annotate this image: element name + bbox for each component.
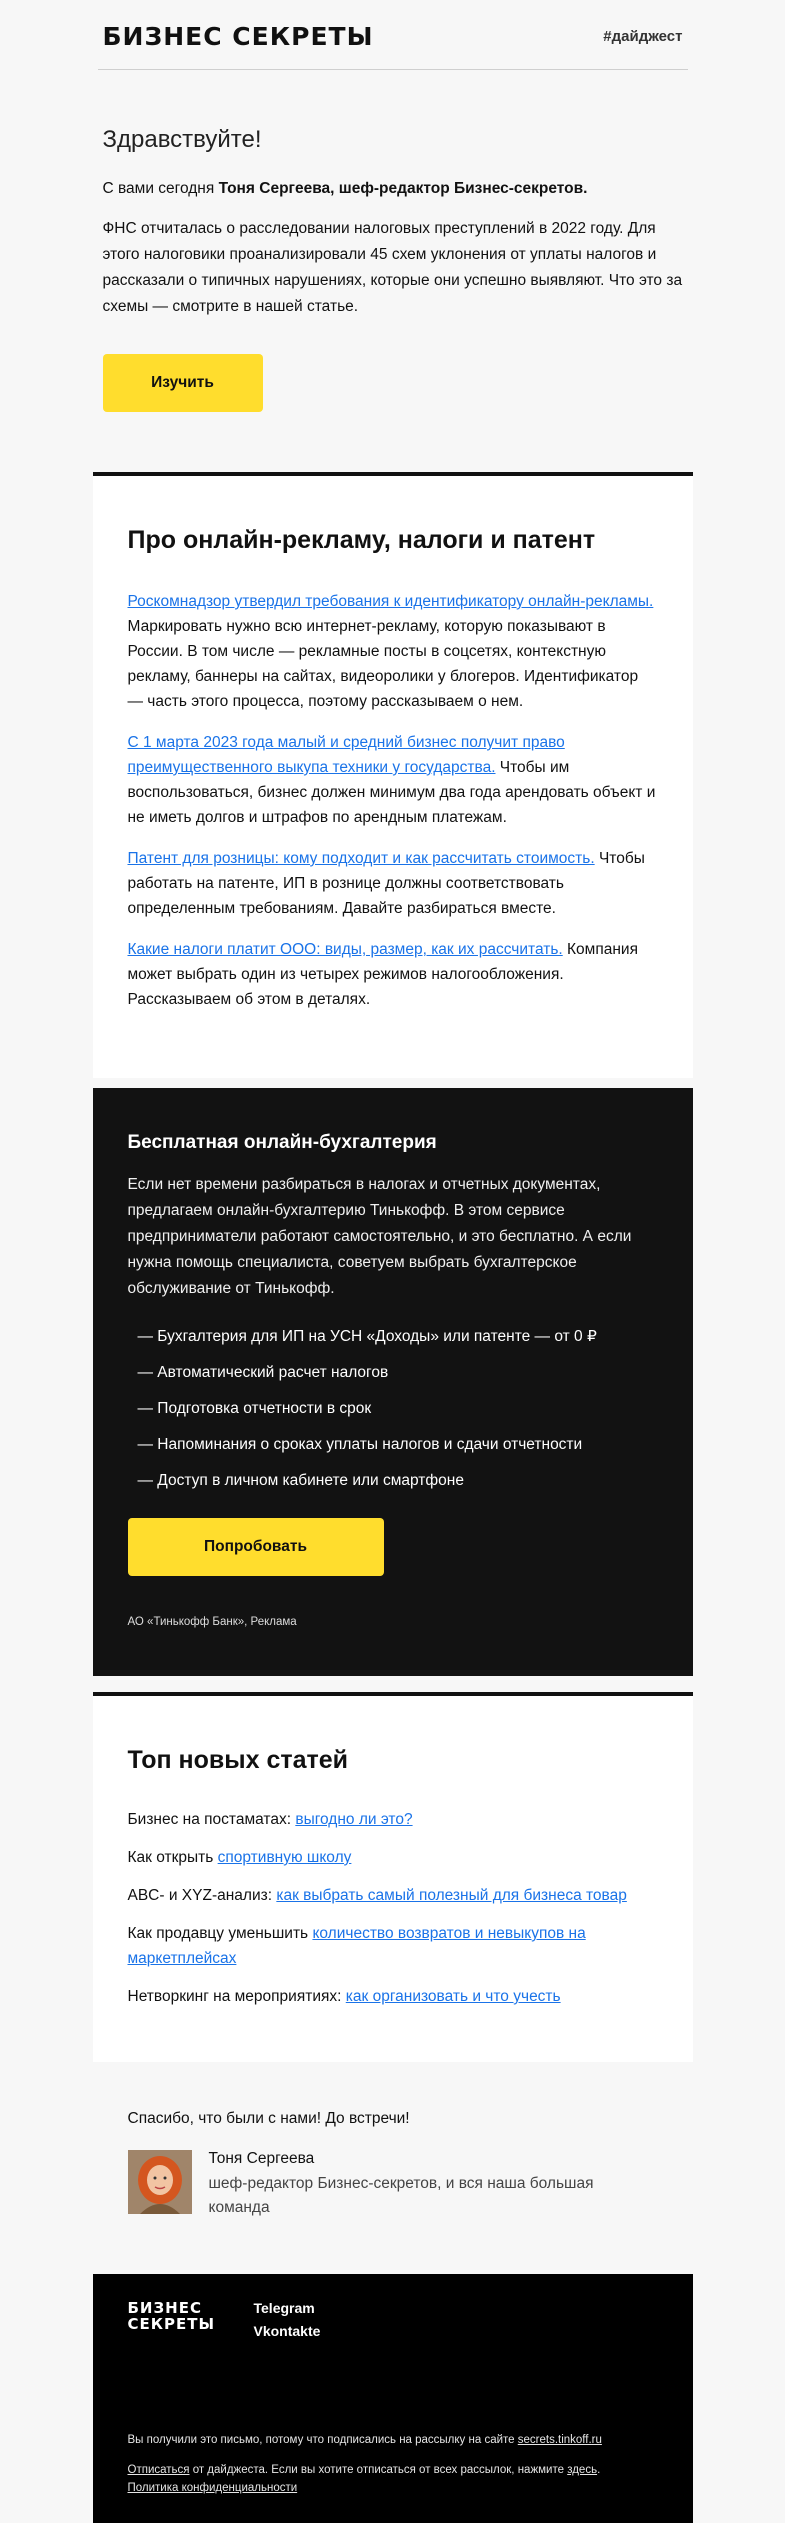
top-article-item xyxy=(128,1984,658,2009)
avatar xyxy=(128,2150,192,2214)
top-article-link[interactable]: выгодно ли это? xyxy=(295,1811,413,1828)
top-article-link[interactable]: как выбрать самый полезный для бизнеса товар xyxy=(276,1887,627,1904)
author-name: Тоня Сергеева xyxy=(208,2150,315,2167)
vkontakte-link[interactable]: Vkontakte xyxy=(253,2323,321,2339)
intro-lead-prefix: С вами сегодня xyxy=(102,180,219,197)
footer-logo-line: СЕКРЕТЫ xyxy=(127,2315,216,2333)
news-text: Чтобы работать на патенте, ИП в рознице должны соответствовать определенным требованиям. Давайте разбираться вместе. xyxy=(127,850,645,917)
author-role: шеф-редактор Бизнес-секретов, и вся наша большая команда xyxy=(208,2175,594,2216)
news-text: Компания может выбрать один из четырех режимов налогообложения. Рассказываем об этом в деталях. xyxy=(127,941,638,1008)
try-button[interactable]: Попробовать xyxy=(128,1518,384,1576)
footer-logo[interactable] xyxy=(128,2300,254,2332)
news-item xyxy=(128,937,658,1012)
privacy-link[interactable]: Политика конфиденциальности xyxy=(127,2482,298,2494)
email-container xyxy=(93,0,693,2523)
unsubscribe-line xyxy=(128,2461,658,2479)
footer-legal xyxy=(128,2431,658,2497)
top-article-link[interactable]: спортивную школу xyxy=(217,1849,352,1866)
farewell-text: Спасибо, что были с нами! До встречи! xyxy=(127,2110,410,2127)
news-link[interactable]: Патент для розницы: кому подходит и как рассчитать стоимость. xyxy=(127,850,595,867)
footer-logo-line: БИЗНЕС xyxy=(127,2299,202,2317)
logo[interactable]: БИЗНЕС СЕКРЕТЫ xyxy=(102,22,374,51)
top-article-item xyxy=(128,1883,658,1908)
learn-button[interactable]: Изучить xyxy=(103,354,263,412)
news-title: Про онлайн-рекламу, налоги и патент xyxy=(127,526,596,554)
promo-feature: — Автоматический расчет налогов xyxy=(137,1364,389,1381)
promo-feature-list xyxy=(128,1324,658,1494)
signature-section xyxy=(93,2062,693,2274)
subscription-reason-text: Вы получили это письмо, потому что подписались на рассылку на сайте xyxy=(127,2434,518,2446)
social-links xyxy=(254,2300,321,2346)
intro-lead-author: Тоня Сергеева, шеф-редактор Бизнес-секретов. xyxy=(218,180,588,197)
promo-feature: — Подготовка отчетности в срок xyxy=(137,1400,372,1417)
top-article-prefix: ABC- и XYZ-анализ: xyxy=(127,1887,277,1904)
promo-title: Бесплатная онлайн-бухгалтерия xyxy=(127,1132,437,1153)
unsubscribe-link[interactable]: Отписаться xyxy=(127,2464,190,2476)
top-article-prefix: Нетворкинг на мероприятиях: xyxy=(127,1988,346,2005)
privacy-line xyxy=(128,2479,658,2497)
author-block xyxy=(128,2150,658,2220)
top-article-prefix: Как открыть xyxy=(127,1849,218,1866)
promo-feature: — Бухгалтерия для ИП на УСН «Доходы» или патенте — от 0 ₽ xyxy=(137,1328,597,1345)
ad-disclaimer: АО «Тинькофф Банк», Реклама xyxy=(127,1616,297,1628)
news-item xyxy=(128,730,658,830)
top-title: Топ новых статей xyxy=(127,1746,349,1774)
author-photo-icon xyxy=(128,2150,192,2214)
top-article-item xyxy=(128,1921,598,1971)
top-article-prefix: Бизнес на постаматах: xyxy=(127,1811,296,1828)
intro-section xyxy=(93,70,693,472)
news-item xyxy=(128,589,658,714)
news-link[interactable]: Какие налоги платит ООО: виды, размер, как их рассчитать. xyxy=(127,941,563,958)
unsubscribe-text: от дайджеста. Если вы хотите отписаться от всех рассылок, нажмите xyxy=(189,2464,568,2476)
promo-body: Если нет времени разбираться в налогах и отчетных документах, предлагаем онлайн-бухгалтерию Тинькофф. В этом сервисе предприниматели работают самостоятельно, и это бесплатно. А если нужна помощь специалиста, советуем выбрать бухгалтерское обслуживание от Тинькофф. xyxy=(127,1176,632,1297)
accounting-promo xyxy=(93,1088,693,1676)
author-info xyxy=(209,2150,619,2220)
telegram-link[interactable]: Telegram xyxy=(253,2300,315,2316)
intro-lead xyxy=(103,176,683,202)
top-article-link[interactable]: количество возвратов и невыкупов на маркетплейсах xyxy=(127,1925,586,1967)
intro-body: ФНС отчиталась о расследовании налоговых преступлений в 2022 году. Для этого налоговики проанализировали 45 схем уклонения от уплаты налогов и рассказали о типичных нарушениях, которые они успешно выявляют. Что это за схемы — смотрите в нашей статье. xyxy=(102,220,683,315)
news-item xyxy=(128,846,658,921)
footer-top xyxy=(128,2300,658,2346)
header xyxy=(98,0,688,70)
greeting: Здравствуйте! xyxy=(102,126,262,153)
subscription-reason xyxy=(128,2431,658,2449)
news-link[interactable]: Роскомнадзор утвердил требования к идентификатору онлайн-рекламы. xyxy=(127,593,654,610)
news-card xyxy=(93,472,693,1078)
unsubscribe-all-link[interactable]: здесь xyxy=(567,2464,598,2476)
unsubscribe-suffix: . xyxy=(597,2464,601,2476)
site-link[interactable]: secrets.tinkoff.ru xyxy=(517,2434,602,2446)
digest-hashtag: #дайджест xyxy=(603,28,683,45)
news-text: Чтобы им воспользоваться, бизнес должен минимум два года арендовать объект и не иметь долгов и штрафов по арендным платежам. xyxy=(127,759,656,826)
footer xyxy=(93,2274,693,2523)
top-articles xyxy=(93,1692,693,2062)
top-article-link[interactable]: как организовать и что учесть xyxy=(345,1988,561,2005)
news-link[interactable]: С 1 марта 2023 года малый и средний бизнес получит право преимущественного выкупа техники у государства. xyxy=(127,734,565,776)
top-article-item xyxy=(128,1807,658,1832)
top-article-prefix: Как продавцу уменьшить xyxy=(127,1925,313,1942)
top-article-item xyxy=(128,1845,658,1870)
promo-feature: — Доступ в личном кабинете или смартфоне xyxy=(137,1472,464,1489)
promo-feature: — Напоминания о сроках уплаты налогов и сдачи отчетности xyxy=(137,1436,583,1453)
news-text: Маркировать нужно всю интернет-рекламу, которую показывают в России. В том числе — рекламные посты в соцсетях, контекстную рекламу, баннеры на сайтах, видеоролики у блогеров. Идентификатор — часть этого процесса, поэтому рассказываем о нем. xyxy=(127,618,639,710)
